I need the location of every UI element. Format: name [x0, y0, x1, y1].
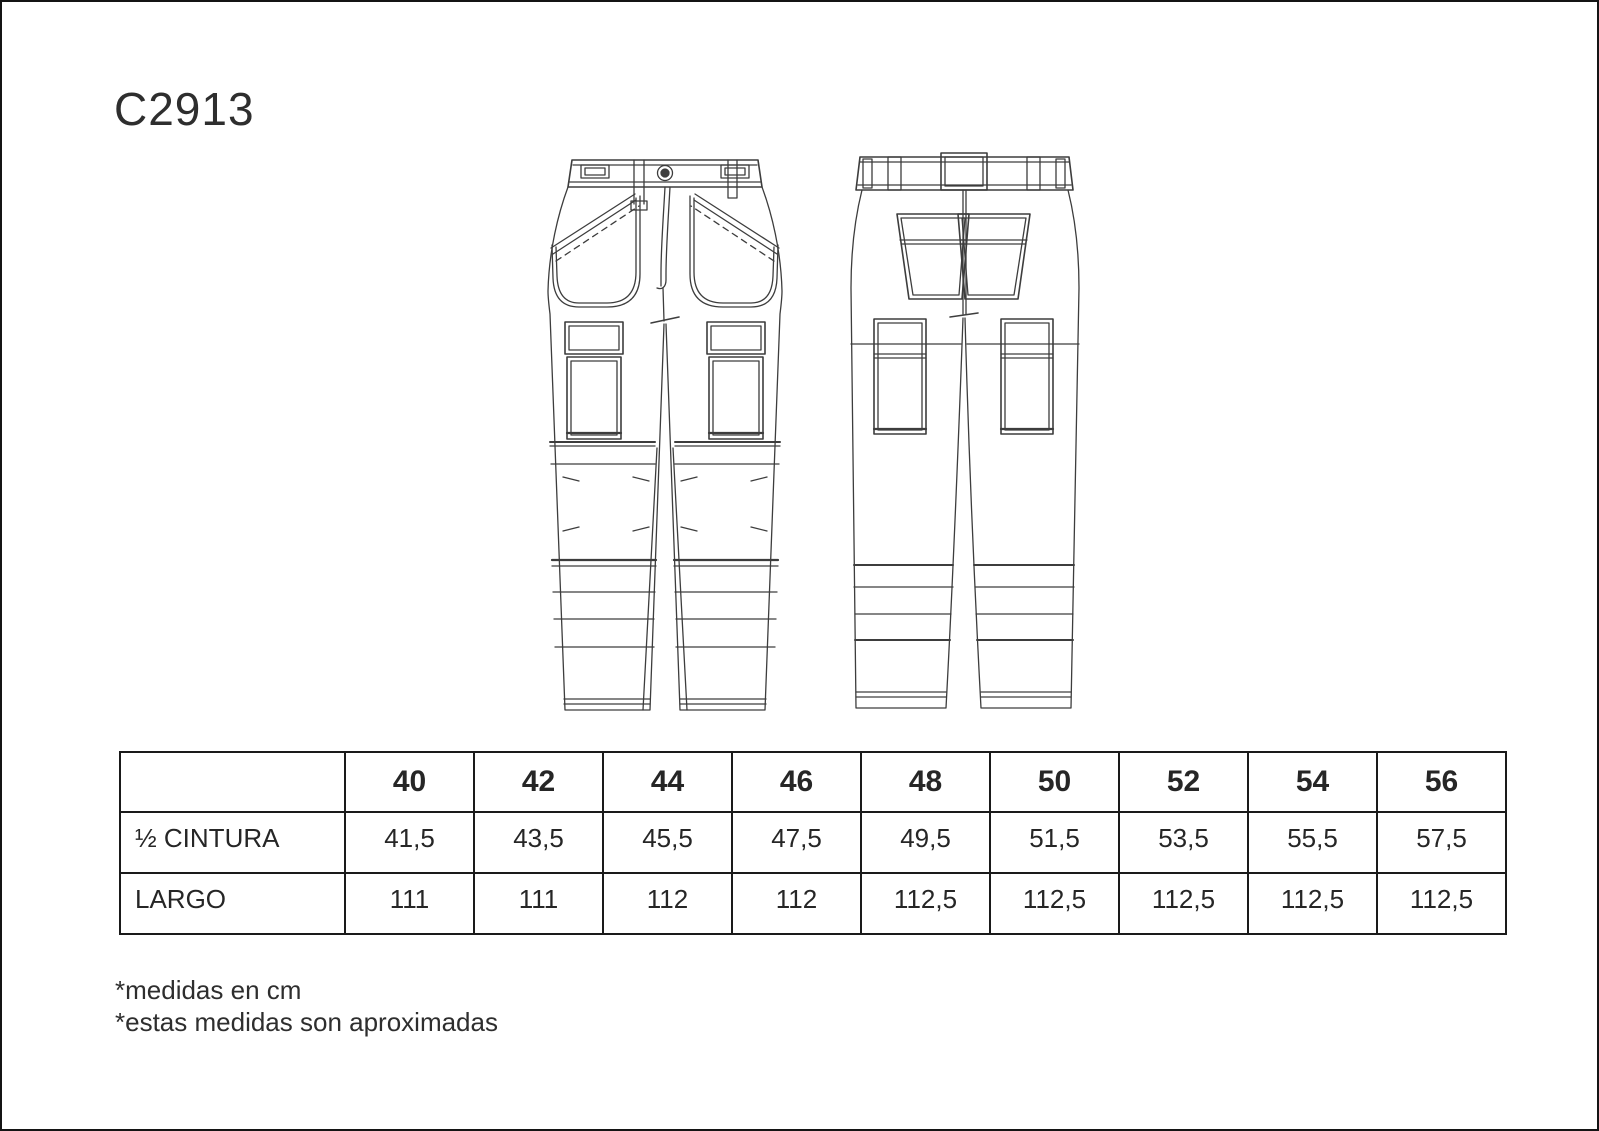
- size-table-corner: [120, 752, 345, 812]
- trousers-back-drawing: [850, 148, 1080, 714]
- front-crotch-seam: [651, 317, 679, 323]
- size-col-header: 54: [1248, 752, 1377, 812]
- size-col-header: 56: [1377, 752, 1506, 812]
- row-label: ½ CINTURA: [120, 812, 345, 873]
- measure-cell: 53,5: [1119, 812, 1248, 873]
- measure-cell: 111: [345, 873, 474, 934]
- trousers-back-svg: [850, 148, 1080, 714]
- front-knee-marks: [563, 477, 767, 531]
- size-col-header: 40: [345, 752, 474, 812]
- measure-cell: 43,5: [474, 812, 603, 873]
- footnotes: [115, 974, 498, 1038]
- measure-cell: 45,5: [603, 812, 732, 873]
- measure-cell: 112,5: [990, 873, 1119, 934]
- measure-cell: 112,5: [1119, 873, 1248, 934]
- measure-cell: 112,5: [861, 873, 990, 934]
- size-table: [119, 751, 1507, 935]
- front-cargo-pockets: [565, 322, 765, 439]
- back-left-leg-outline: [851, 190, 963, 708]
- measure-cell: 57,5: [1377, 812, 1506, 873]
- measure-cell: 55,5: [1248, 812, 1377, 873]
- measure-cell: 49,5: [861, 812, 990, 873]
- size-header-row: [120, 752, 1506, 812]
- measure-cell: 111: [474, 873, 603, 934]
- measure-cell: 112: [732, 873, 861, 934]
- size-col-header: 42: [474, 752, 603, 812]
- page-title: C2913: [114, 83, 255, 135]
- footnote-units: *medidas en cm: [115, 975, 302, 1005]
- trousers-front-svg: [545, 148, 785, 714]
- back-crotch-seam: [950, 313, 978, 317]
- size-col-header: 48: [861, 752, 990, 812]
- table-row-length: [120, 873, 1506, 934]
- row-label: LARGO: [120, 873, 345, 934]
- front-pouch-pockets: [552, 196, 778, 307]
- measure-cell: 112,5: [1377, 873, 1506, 934]
- measure-cell: 51,5: [990, 812, 1119, 873]
- measure-cell: 47,5: [732, 812, 861, 873]
- front-slant-pockets: [551, 194, 779, 261]
- size-col-header: 46: [732, 752, 861, 812]
- footnote-approx: *estas medidas son aproximadas: [115, 1007, 498, 1037]
- table-row-half-waist: [120, 812, 1506, 873]
- measure-cell: 112,5: [1248, 873, 1377, 934]
- size-col-header: 50: [990, 752, 1119, 812]
- measure-cell: 112: [603, 873, 732, 934]
- size-col-header: 44: [603, 752, 732, 812]
- trousers-front-drawing: [545, 148, 785, 714]
- front-belt-loops: [581, 160, 749, 210]
- measure-cell: 41,5: [345, 812, 474, 873]
- size-col-header: 52: [1119, 752, 1248, 812]
- back-cargo-pockets: [874, 319, 1053, 434]
- front-fly: [657, 187, 670, 321]
